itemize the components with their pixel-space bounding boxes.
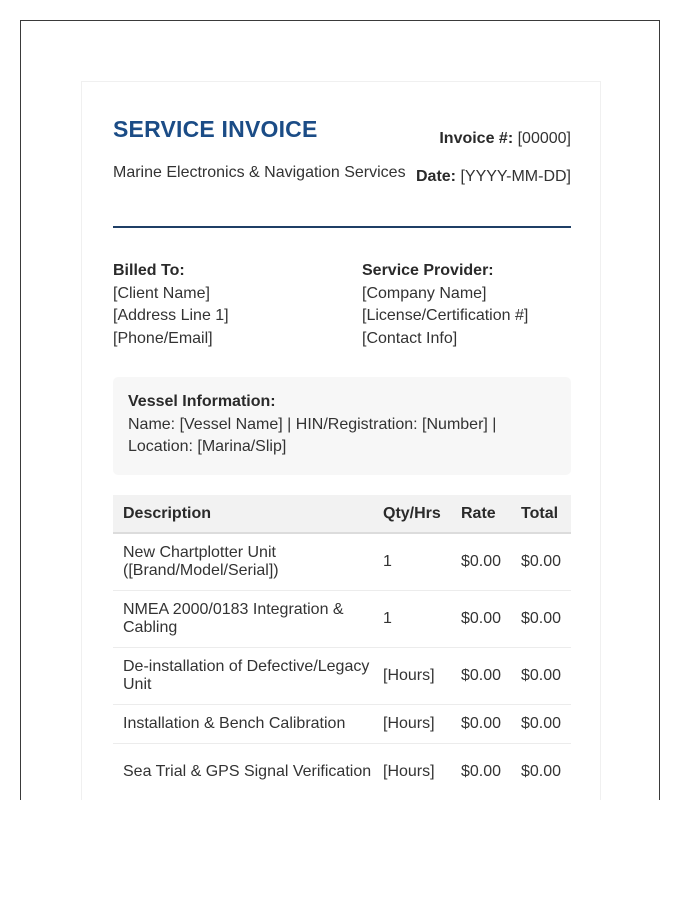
cell-description: NMEA 2000/0183 Integration & Cabling: [113, 590, 373, 647]
cell-qty: 1: [373, 533, 451, 590]
table-row: [113, 743, 571, 800]
vessel-info-panel: [113, 377, 571, 475]
cell-description: De-installation of Defective/Legacy Unit: [113, 647, 373, 704]
invoice-number-label: Invoice #:: [439, 130, 514, 147]
col-header-qty: Qty/Hrs: [373, 495, 451, 533]
line-items-table: [113, 495, 571, 800]
billed-to-block: [113, 260, 229, 350]
col-header-description: Description: [113, 495, 373, 533]
cell-qty: [Hours]: [373, 647, 451, 704]
cell-qty: [Hours]: [373, 743, 451, 800]
provider-company-name: [Company Name]: [362, 284, 487, 302]
cell-description: Installation & Bench Calibration: [113, 704, 373, 743]
cell-rate: $0.00: [451, 647, 511, 704]
cell-total: $0.00: [511, 704, 571, 743]
table-row: [113, 647, 571, 704]
invoice-date-label: Date:: [416, 168, 457, 185]
col-header-total: Total: [511, 495, 571, 533]
vessel-info-text: Name: [Vessel Name] | HIN/Registration: [Number] | Location: [Marina/Slip]: [128, 415, 497, 455]
table-row: [113, 590, 571, 647]
billed-to-heading: Billed To:: [113, 262, 185, 279]
cell-rate: $0.00: [451, 704, 511, 743]
cell-total: $0.00: [511, 743, 571, 800]
invoice-subtitle: Marine Electronics & Navigation Services: [113, 164, 406, 181]
cell-qty: [Hours]: [373, 704, 451, 743]
billed-to-contact: [Phone/Email]: [113, 329, 213, 347]
provider-contact: [Contact Info]: [362, 329, 458, 347]
page-frame: [20, 20, 660, 800]
invoice-date: [416, 168, 571, 186]
service-provider-heading: Service Provider:: [362, 262, 494, 279]
cell-qty: 1: [373, 590, 451, 647]
cell-rate: $0.00: [451, 533, 511, 590]
invoice-title: SERVICE INVOICE: [113, 116, 318, 142]
billed-to-address: [Address Line 1]: [113, 307, 229, 324]
invoice-date-value: [YYYY-MM-DD]: [460, 168, 571, 185]
invoice-sheet: [81, 81, 601, 800]
cell-total: $0.00: [511, 647, 571, 704]
invoice-number: [439, 130, 571, 148]
table-header-row: [113, 495, 571, 533]
table-row: [113, 704, 571, 743]
vessel-info-heading: Vessel Information:: [128, 393, 276, 410]
invoice-header: [113, 116, 571, 228]
cell-total: $0.00: [511, 590, 571, 647]
cell-description: Sea Trial & GPS Signal Verification: [113, 743, 373, 800]
cell-total: $0.00: [511, 533, 571, 590]
col-header-rate: Rate: [451, 495, 511, 533]
cell-rate: $0.00: [451, 590, 511, 647]
cell-description: New Chartplotter Unit ([Brand/Model/Serial]): [113, 533, 373, 590]
service-provider-block: [362, 260, 528, 350]
provider-license: [License/Certification #]: [362, 307, 529, 324]
cell-rate: $0.00: [451, 743, 511, 800]
table-row: [113, 533, 571, 590]
invoice-number-value: [00000]: [517, 130, 571, 147]
billed-to-client-name: [Client Name]: [113, 284, 210, 302]
